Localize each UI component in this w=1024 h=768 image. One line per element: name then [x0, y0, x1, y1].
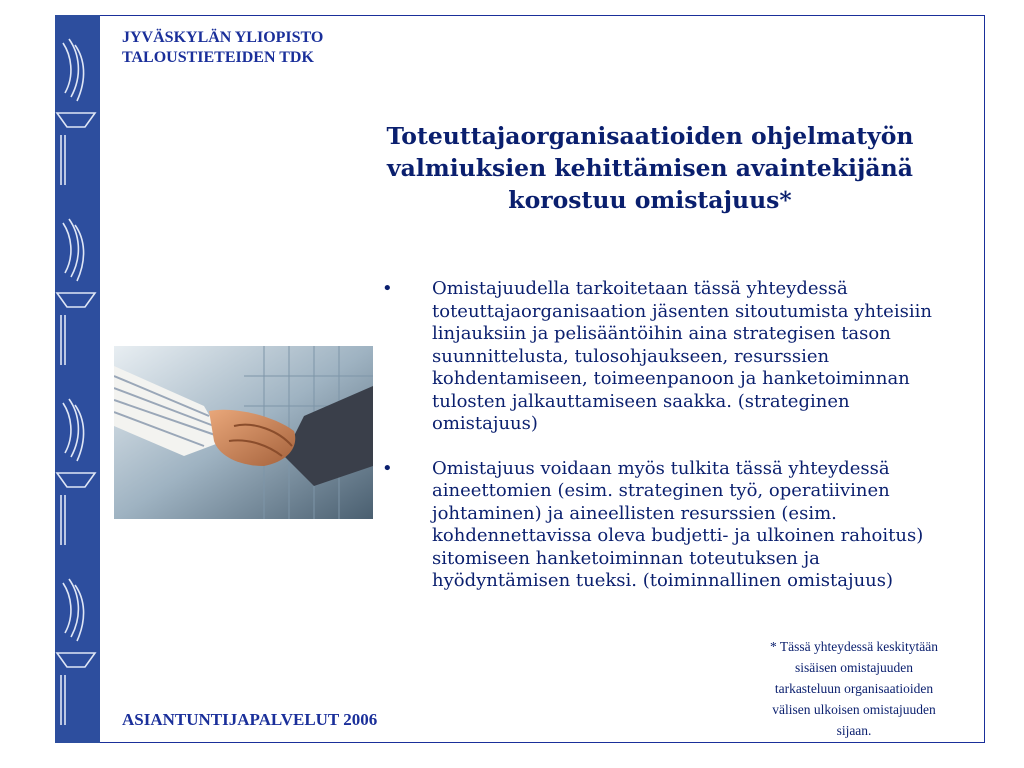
header-line-faculty: TALOUSTIETEIDEN TDK: [122, 49, 314, 66]
bullet-line: Omistajuus voidaan myös tulkita tässä yhteydessä: [432, 457, 890, 479]
bullet-symbol: •: [382, 457, 393, 479]
bullet-line: kohdennettavissa oleva budjetti- ja ulkoinen rahoitus): [432, 525, 924, 546]
handshake-photo: [114, 346, 373, 519]
footnote-line: välisen ulkoisen omistajuuden: [772, 702, 936, 717]
bullet-line: sitomiseen hanketoiminnan toteutuksen ja: [432, 547, 820, 569]
torch-emblem-icon: [55, 15, 100, 743]
footnote-line: sijaan.: [836, 723, 872, 738]
header-line-university: JYVÄSKYLÄN YLIOPISTO: [122, 29, 324, 46]
title-line: korostuu omistajuus*: [508, 186, 792, 214]
bullet-item: [382, 458, 987, 593]
bullet-item: [382, 278, 987, 436]
bullet-line: kohdentamiseen, toimeenpanoon ja hanketoiminnan: [432, 368, 910, 389]
bullet-line: aineettomien (esim. strateginen työ, operatiivinen: [432, 480, 890, 501]
bullet-line: Omistajuudella tarkoitetaan tässä yhteydessä: [432, 278, 848, 299]
bullet-line: linjauksiin ja pelisääntöihin aina strategisen tason: [432, 323, 891, 344]
bullet-line: suunnittelusta, tulosohjaukseen, resurssien: [432, 345, 830, 367]
bullet-list: [382, 278, 987, 615]
bullet-line: hyödyntämisen tueksi. (toiminnallinen omistajuus): [432, 570, 894, 591]
institution-header: [122, 28, 323, 68]
bullet-line: toteuttajaorganisaation jäsenten sitoutumista yhteisiin: [432, 300, 932, 322]
bullet-line: tulosten jalkauttamiseen saakka. (strateginen: [432, 390, 850, 412]
footnote-line: sisäisen omistajuuden: [794, 660, 914, 675]
footnote-line: tarkasteluun organisaatioiden: [774, 681, 934, 696]
university-emblem-sidebar: [55, 15, 100, 743]
footnote-line: * Tässä yhteydessä keskitytään: [769, 639, 939, 654]
bullet-line: omistajuus): [432, 413, 538, 434]
bullet-line: johtaminen) ja aineellisten resurssien (esim.: [432, 502, 837, 524]
footer-label: ASIANTUNTIJAPALVELUT 2006: [122, 710, 378, 729]
footnote: [730, 636, 978, 741]
title-line: valmiuksien kehittämisen avaintekijänä: [387, 154, 913, 182]
slide-title: [370, 120, 930, 216]
bullet-symbol: •: [382, 278, 393, 299]
title-line: Toteuttajaorganisaatioiden ohjelmatyön: [386, 122, 914, 150]
